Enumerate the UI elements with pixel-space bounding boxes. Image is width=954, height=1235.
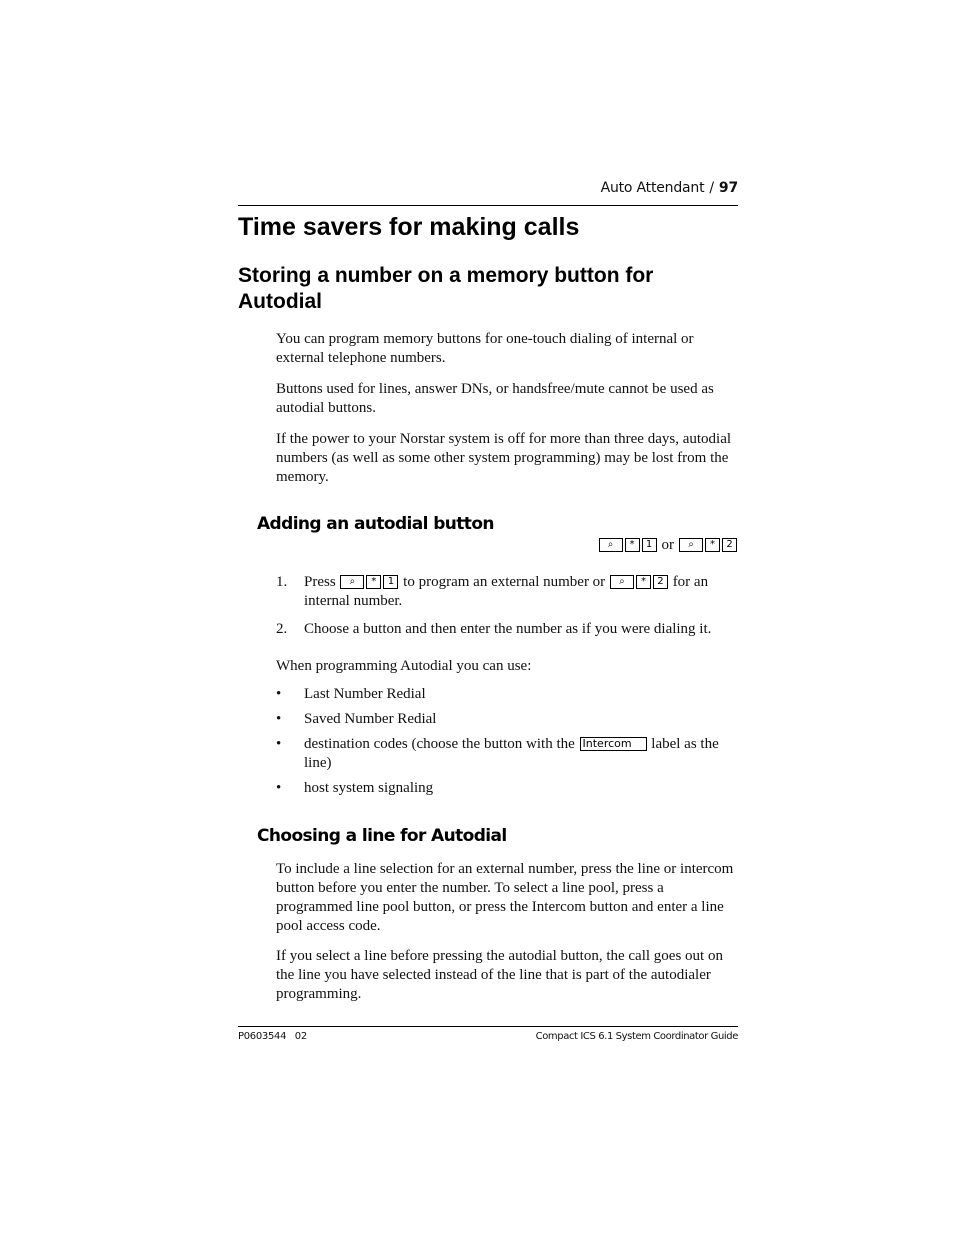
two-key-icon: 2 [722,538,737,552]
steps-list [276,573,738,611]
bullet-list [276,735,738,773]
choosing-paragraph-1: To include a line selection for an external number, press the line or intercom button before you enter the number. To select a line pool, press a programmed line pool button, or press the Intercom button and enter a line pool access code. [276,861,734,934]
running-header [601,180,738,196]
feature-key-icon: ⌕ [679,538,703,552]
bullet-icon: • [276,780,282,796]
header-separator: / [709,180,714,196]
feature-key-icon: ⌕ [610,575,634,589]
star-key-icon: * [625,538,640,552]
lead-in-text: When programming Autodial you can use: [276,658,532,674]
page-number: 97 [718,180,738,196]
bullet-icon: • [276,711,282,727]
bullet-icon: • [276,686,282,702]
bullet-list [276,779,738,798]
header-section: Auto Attendant [600,180,705,196]
one-key-icon: 1 [383,575,398,589]
list-item: • Saved Number Redial [276,711,437,727]
intercom-key-label: Intercom [580,737,647,751]
header-rule [238,205,738,206]
list-item: 2. Choose a button and then enter the number as if you were dialing it. [276,621,712,637]
section-heading: Storing a number on a memory button for Autodial [238,264,654,313]
page-title: Time savers for making calls [238,213,580,241]
list-item: • host system signaling [276,780,434,796]
star-key-icon: * [636,575,651,589]
feature-key-icon: ⌕ [599,538,623,552]
or-text: or [661,537,674,553]
footer-guide-title: Compact ICS 6.1 System Coordinator Guide [535,1031,738,1042]
step-number: 1. [276,574,288,590]
steps-list-continued [276,620,738,639]
two-key-icon: 2 [653,575,668,589]
step-number: 2. [276,621,288,637]
star-key-icon: * [705,538,720,552]
adding-autodial-heading: Adding an autodial button [257,514,494,534]
bullet-list [276,685,738,704]
bullet-icon: • [276,736,282,752]
list-item: • destination codes (choose the button with the Intercom label as the line) [276,736,719,771]
intro-paragraph-1: You can program memory buttons for one-touch dialing of internal or external telephone numbers. [276,331,694,366]
choosing-paragraph-2: If you select a line before pressing the autodial button, the call goes out on the line you have selected instead of the line that is part of the autodialer programming. [276,948,723,1002]
document-page [238,0,738,1235]
feature-code-summary [598,536,739,555]
footer-document-number: P0603544 02 [238,1031,307,1042]
feature-key-icon: ⌕ [340,575,364,589]
bullet-list [276,710,738,729]
footer-rule [238,1026,738,1027]
list-item: • Last Number Redial [276,686,426,702]
intro-paragraph-3: If the power to your Norstar system is off for more than three days, autodial numbers (as well as some other system programming) may be lost from the memory. [276,431,732,485]
choosing-line-heading: Choosing a line for Autodial [257,826,507,846]
intro-paragraph-2: Buttons used for lines, answer DNs, or handsfree/mute cannot be used as autodial buttons. [276,381,714,416]
star-key-icon: * [366,575,381,589]
list-item: 1. Press ⌕ * 1 to program an external number or ⌕ * 2 for an internal number. [276,574,709,609]
one-key-icon: 1 [642,538,657,552]
